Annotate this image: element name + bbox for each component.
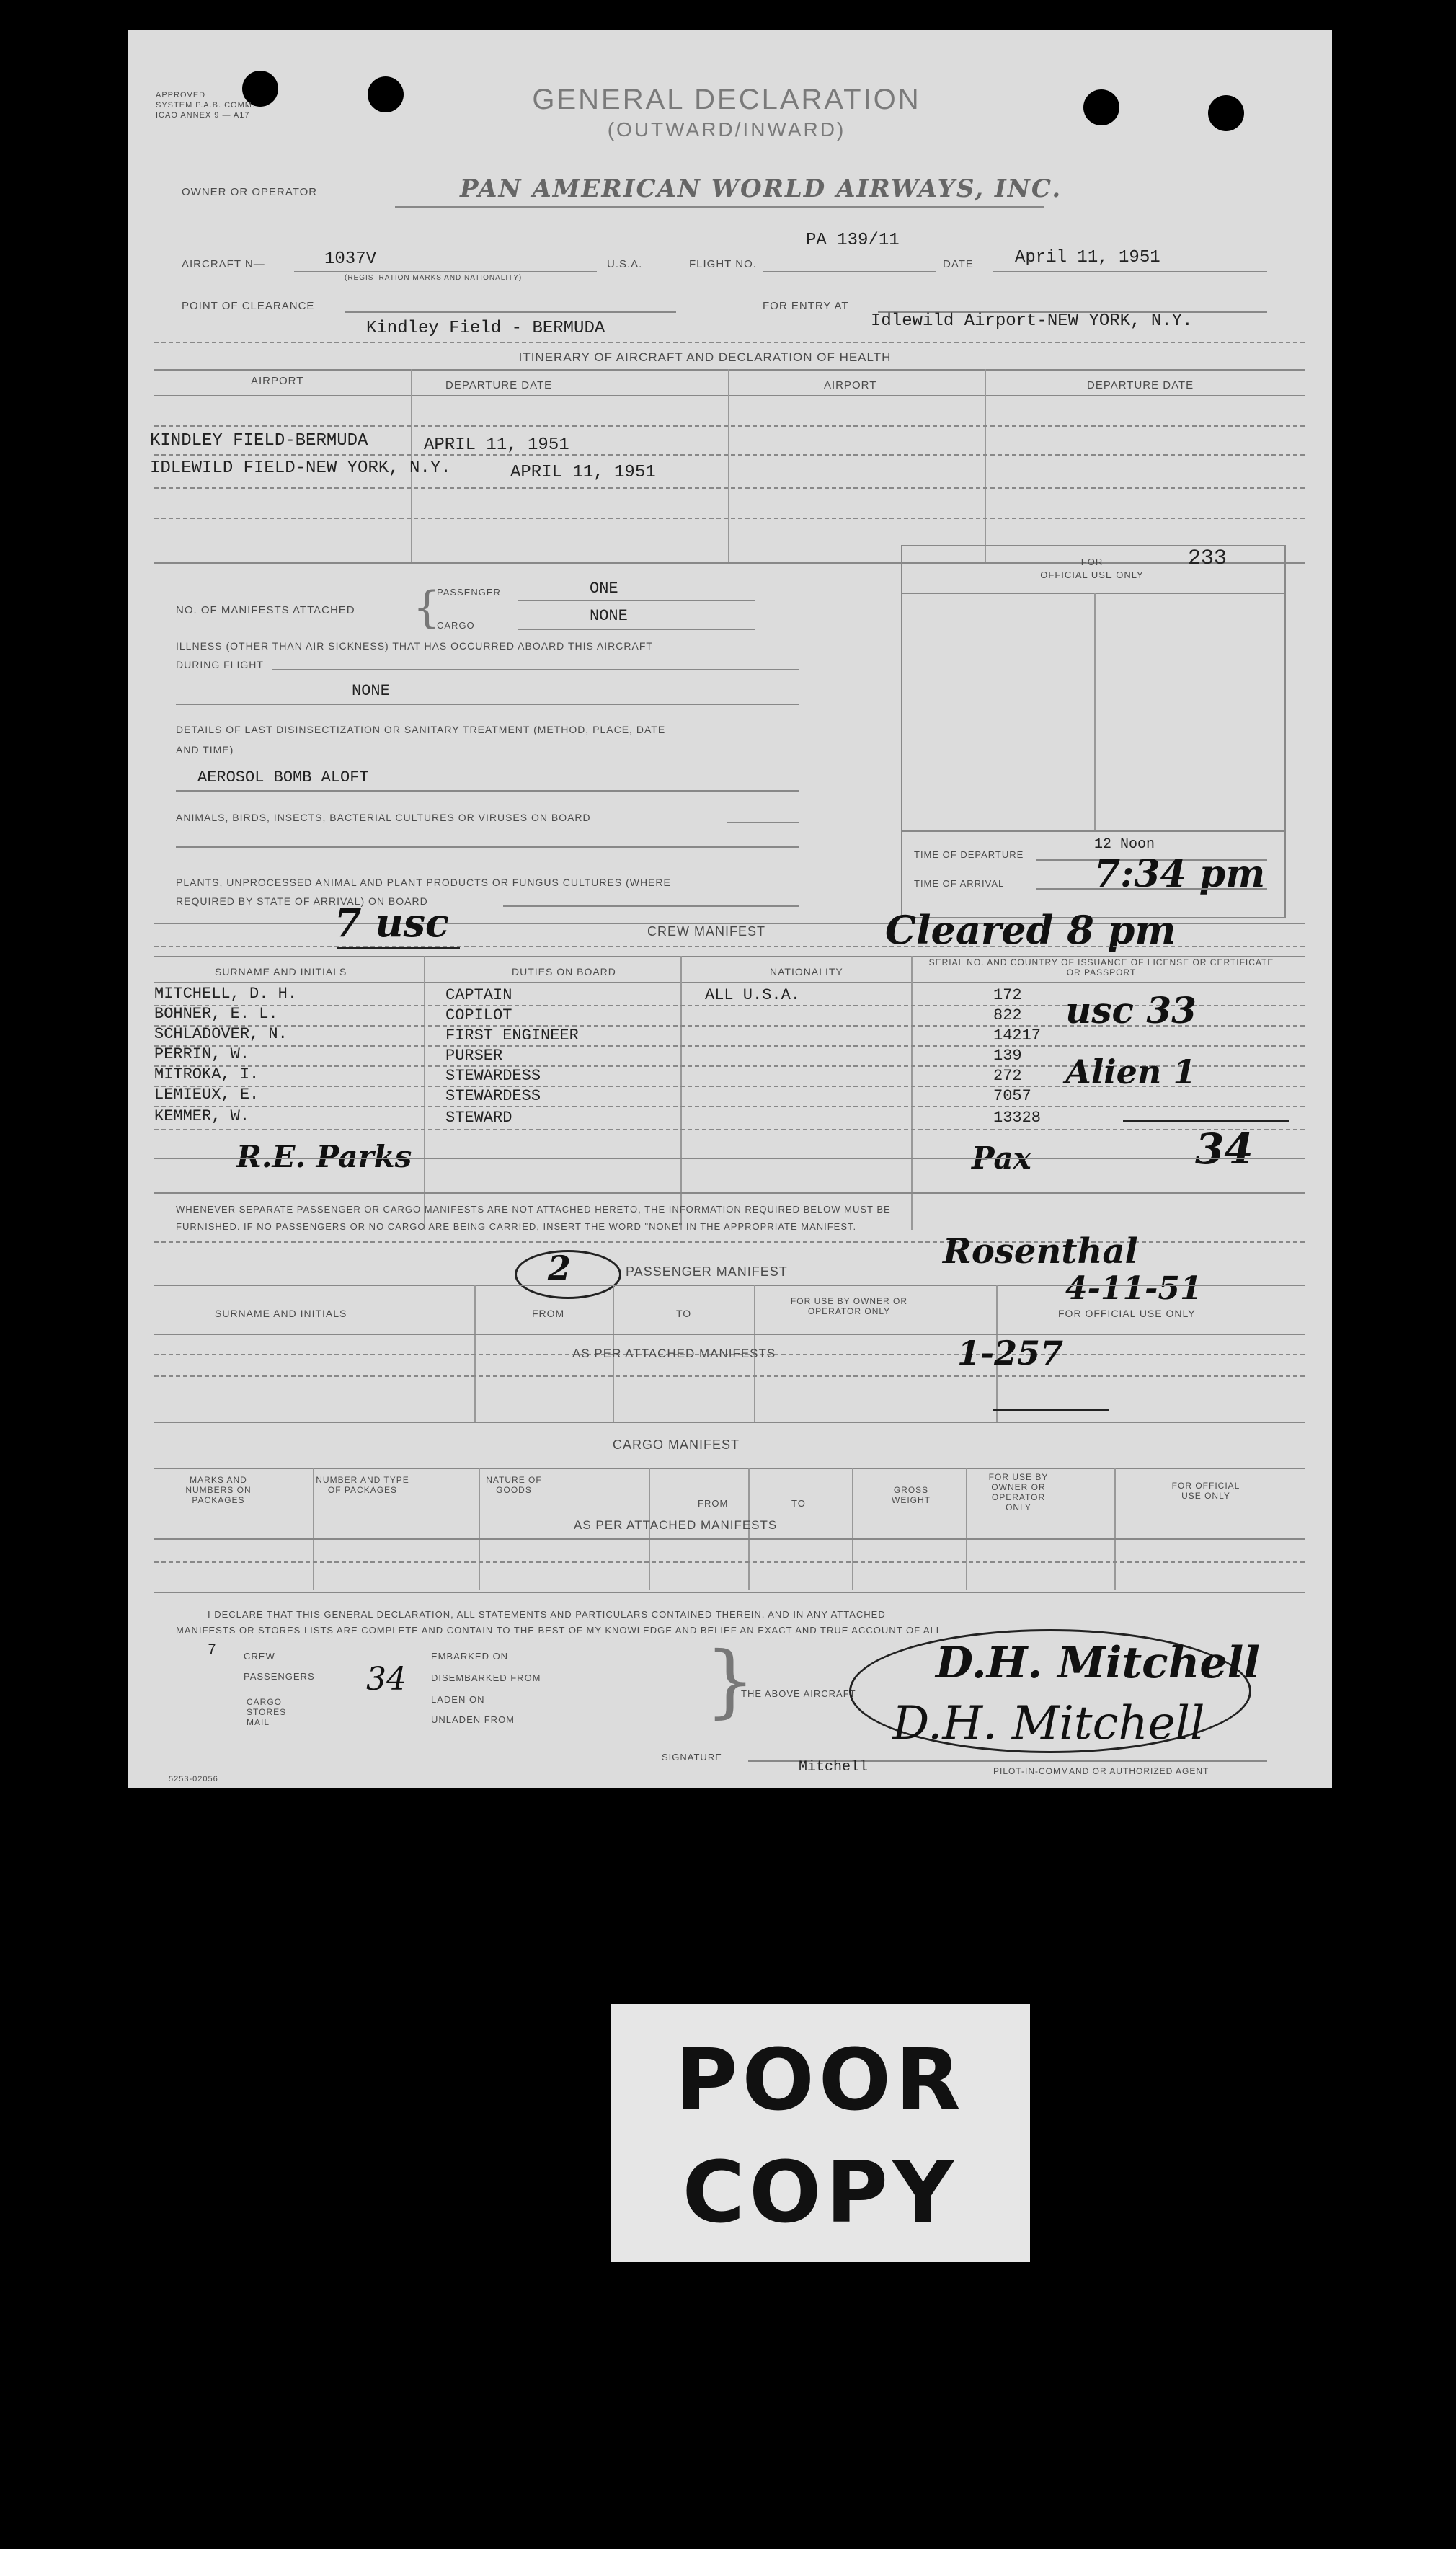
crew-serial: 7057 [993, 1087, 1031, 1105]
official-handwritten: 1-257 [957, 1334, 1064, 1373]
crew-duty: STEWARDESS [445, 1087, 541, 1105]
owner-value: PAN AMERICAN WORLD AIRWAYS, INC. [460, 174, 1062, 203]
crew-name: BOHNER, E. L. [154, 1005, 278, 1023]
official-for-label: FOR [1080, 557, 1104, 567]
passengers-label: PASSENGERS [244, 1671, 315, 1682]
cargo-col-official: FOR OFFICIAL USE ONLY [1171, 1481, 1240, 1501]
cargo-label: CARGO [247, 1697, 283, 1707]
crew-serial: 272 [993, 1067, 1022, 1085]
passenger-label: PASSENGER [437, 587, 501, 598]
entry-value: Idlewild Airport-NEW YORK, N.Y. [871, 311, 1193, 331]
passenger-col-official: FOR OFFICIAL USE ONLY [1058, 1308, 1196, 1319]
crew-serial: 139 [993, 1047, 1022, 1065]
inspector-handwritten: Rosenthal [943, 1231, 1138, 1272]
crew-count: 7 [208, 1642, 217, 1659]
approval-line: SYSTEM P.A.B. COMM. [156, 101, 255, 110]
cargo-col-owner: FOR USE BY OWNER OR OPERATOR ONLY [988, 1472, 1049, 1512]
crew-duty: STEWARD [445, 1109, 512, 1127]
crew-duty: CAPTAIN [445, 986, 512, 1004]
clearance-label: POINT OF CLEARANCE [182, 300, 315, 312]
arrival-time-handwritten: 7:34 pm [1094, 852, 1266, 896]
cargo-title: CARGO MANIFEST [612, 1437, 740, 1452]
notice-line-1: WHENEVER SEPARATE PASSENGER OR CARGO MANIFESTS ARE NOT ATTACHED HERETO, THE INFORMATION REQUIRED BELOW MUST BE [176, 1204, 891, 1215]
cargo-label: CARGO [437, 620, 475, 631]
general-declaration-form [128, 30, 1332, 1788]
passenger-value: ONE [590, 580, 618, 598]
crew-count-handwritten: 7 usc [334, 900, 449, 946]
initials-handwritten: R.E. Parks [236, 1139, 412, 1174]
crew-name: PERRIN, W. [154, 1045, 250, 1063]
itinerary-col-airport: AIRPORT [251, 375, 304, 387]
above-aircraft-label: THE ABOVE AIRCRAFT [741, 1688, 856, 1699]
owner-label: OWNER OR OPERATOR [182, 186, 318, 198]
cargo-value: NONE [590, 607, 628, 625]
passenger-title: PASSENGER MANIFEST [626, 1264, 788, 1279]
crew-name: MITCHELL, D. H. [154, 985, 298, 1003]
illness-value: NONE [352, 682, 390, 700]
official-number: 233 [1188, 546, 1228, 571]
usa-label: U.S.A. [607, 258, 643, 270]
manifests-label: NO. OF MANIFESTS ATTACHED [176, 604, 355, 616]
embarked-label: EMBARKED ON [431, 1651, 509, 1662]
crew-col-serial: SERIAL NO. AND COUNTRY OF ISSUANCE OF LICENSE OR CERTIFICATE OR PASSPORT [928, 957, 1274, 978]
cargo-col-from: FROM [698, 1498, 729, 1509]
passenger-number-handwritten: 2 [548, 1249, 572, 1287]
stamp-line-2: COPY [682, 2142, 959, 2242]
disinsect-value: AEROSOL BOMB ALOFT [197, 768, 369, 786]
unladen-label: UNLADEN FROM [431, 1714, 515, 1725]
laden-label: LADEN ON [431, 1694, 485, 1705]
animals-label: ANIMALS, BIRDS, INSECTS, BACTERIAL CULTURES OR VIRUSES ON BOARD [176, 812, 591, 823]
signature-handwritten: D.H. Mitchell [936, 1638, 1261, 1688]
flight-number: PA 139/11 [806, 231, 900, 250]
itinerary-title: ITINERARY OF AIRCRAFT AND DECLARATION OF HEALTH [518, 350, 892, 364]
clearance-value: Kindley Field - BERMUDA [366, 319, 605, 338]
signature-typed: Mitchell [799, 1759, 869, 1776]
pax-total-handwritten: 34 [1195, 1125, 1253, 1174]
registration-note: (REGISTRATION MARKS AND NATIONALITY) [345, 274, 523, 282]
declaration-line-2: MANIFESTS OR STORES LISTS ARE COMPLETE AND CONTAIN TO THE BEST OF MY KNOWLEDGE AND BELIEF AN EXACT AND TRUE ACCOUNT OF ALL [176, 1625, 943, 1636]
crew-nationality: ALL U.S.A. [705, 986, 801, 1004]
poor-copy-stamp [611, 2004, 1030, 2262]
disinsect-label: DETAILS OF LAST DISINSECTIZATION OR SANITARY TREATMENT (METHOD, PLACE, DATE [176, 724, 666, 735]
crew-serial: 13328 [993, 1109, 1042, 1127]
form-subtitle: (OUTWARD/INWARD) [607, 118, 846, 141]
approval-line: APPROVED [156, 91, 206, 99]
punch-hole [1083, 89, 1119, 125]
crew-col-surname: SURNAME AND INITIALS [215, 966, 347, 978]
approval-line: ICAO ANNEX 9 — A17 [156, 111, 250, 120]
plants-label: PLANTS, UNPROCESSED ANIMAL AND PLANT PRODUCTS OR FUNGUS CULTURES (WHERE [176, 877, 671, 888]
signature-label: SIGNATURE [662, 1752, 722, 1763]
passengers-count-handwritten: 34 [366, 1661, 407, 1698]
crew-label: CREW [244, 1651, 275, 1662]
crew-col-duties: DUTIES ON BOARD [512, 966, 616, 978]
crew-name: KEMMER, W. [154, 1107, 250, 1125]
crew-serial: 822 [993, 1006, 1022, 1024]
inspection-date-handwritten: 4-11-51 [1065, 1270, 1202, 1307]
plants-label-2: REQUIRED BY STATE OF ARRIVAL) ON BOARD [176, 895, 428, 907]
crew-title: CREW MANIFEST [647, 924, 765, 939]
pax-label-handwritten: Pax [972, 1140, 1031, 1176]
crew-col-nationality: NATIONALITY [770, 966, 843, 978]
itinerary-date: APRIL 11, 1951 [424, 435, 569, 455]
mail-label: MAIL [247, 1717, 270, 1727]
notice-line-2: FURNISHED. IF NO PASSENGERS OR NO CARGO ARE BEING CARRIED, INSERT THE WORD "NONE" IN THE APPROPRIATE MANIFEST. [176, 1221, 857, 1232]
crew-serial: 172 [993, 986, 1022, 1004]
signature-handwritten: D.H. Mitchell [892, 1697, 1205, 1750]
crew-name: LEMIEUX, E. [154, 1086, 259, 1104]
crew-duty: STEWARDESS [445, 1067, 541, 1085]
itinerary-col-departure-date: DEPARTURE DATE [1087, 379, 1194, 391]
itinerary-col-airport: AIRPORT [824, 379, 877, 391]
us-citizen-tally: usc 33 [1065, 989, 1197, 1032]
crew-name: MITROKA, I. [154, 1065, 259, 1083]
aircraft-label: AIRCRAFT N— [182, 258, 265, 270]
itinerary-airport: KINDLEY FIELD-BERMUDA [150, 431, 368, 451]
brace-icon: } [705, 1634, 755, 1726]
official-use-label: OFFICIAL USE ONLY [1040, 569, 1144, 580]
cargo-attached: AS PER ATTACHED MANIFESTS [574, 1518, 778, 1532]
passenger-attached: AS PER ATTACHED MANIFESTS [572, 1347, 776, 1360]
form-number: 5253-02056 [169, 1775, 218, 1783]
pilot-label: PILOT-IN-COMMAND OR AUTHORIZED AGENT [993, 1766, 1209, 1776]
disinsect-label-2: AND TIME) [176, 744, 234, 755]
cargo-col-marks: MARKS AND NUMBERS ON PACKAGES [185, 1475, 252, 1505]
passenger-col-surname: SURNAME AND INITIALS [215, 1308, 347, 1319]
declaration-line-1: I DECLARE THAT THIS GENERAL DECLARATION, ALL STATEMENTS AND PARTICULARS CONTAINED THEREIN, AND IN ANY ATTACHED [208, 1609, 886, 1620]
form-title: GENERAL DECLARATION [532, 84, 921, 115]
stamp-line-1: POOR [675, 2030, 965, 2129]
brace-icon: { [413, 582, 441, 633]
crew-duty: FIRST ENGINEER [445, 1027, 579, 1045]
itinerary-date: APRIL 11, 1951 [510, 463, 656, 482]
crew-serial: 14217 [993, 1027, 1042, 1045]
itinerary-airport: IDLEWILD FIELD-NEW YORK, N.Y. [150, 458, 451, 478]
punch-hole [368, 76, 404, 112]
departure-time-value: 12 Noon [1094, 836, 1155, 853]
entry-label: FOR ENTRY AT [763, 300, 849, 312]
punch-hole [1208, 95, 1244, 131]
departure-time-label: TIME OF DEPARTURE [914, 849, 1024, 860]
aircraft-value: 1037V [324, 249, 377, 269]
cargo-col-nature: NATURE OF GOODS [486, 1475, 542, 1495]
cargo-col-weight: GROSS WEIGHT [892, 1485, 931, 1505]
alien-tally: Alien 1 [1065, 1052, 1197, 1091]
illness-label: ILLNESS (OTHER THAN AIR SICKNESS) THAT HAS OCCURRED ABOARD THIS AIRCRAFT [176, 640, 653, 652]
illness-label-2: DURING FLIGHT [176, 659, 264, 670]
stores-label: STORES [247, 1707, 287, 1717]
passenger-col-owner: FOR USE BY OWNER OR OPERATOR ONLY [790, 1296, 908, 1316]
crew-name: SCHLADOVER, N. [154, 1025, 288, 1043]
passenger-col-from: FROM [532, 1308, 565, 1319]
crew-duty: COPILOT [445, 1006, 512, 1024]
passenger-col-to: TO [676, 1308, 692, 1319]
cargo-col-number: NUMBER AND TYPE OF PACKAGES [316, 1475, 409, 1495]
cargo-col-to: TO [791, 1498, 806, 1509]
crew-duty: PURSER [445, 1047, 503, 1065]
cleared-handwritten: Cleared 8 pm [885, 907, 1176, 953]
date-label: DATE [943, 258, 974, 270]
date-value: April 11, 1951 [1015, 248, 1160, 267]
itinerary-col-departure-date: DEPARTURE DATE [445, 379, 553, 391]
flight-label: FLIGHT NO. [689, 258, 757, 270]
disembarked-label: DISEMBARKED FROM [431, 1672, 541, 1683]
arrival-time-label: TIME OF ARRIVAL [914, 878, 1005, 889]
